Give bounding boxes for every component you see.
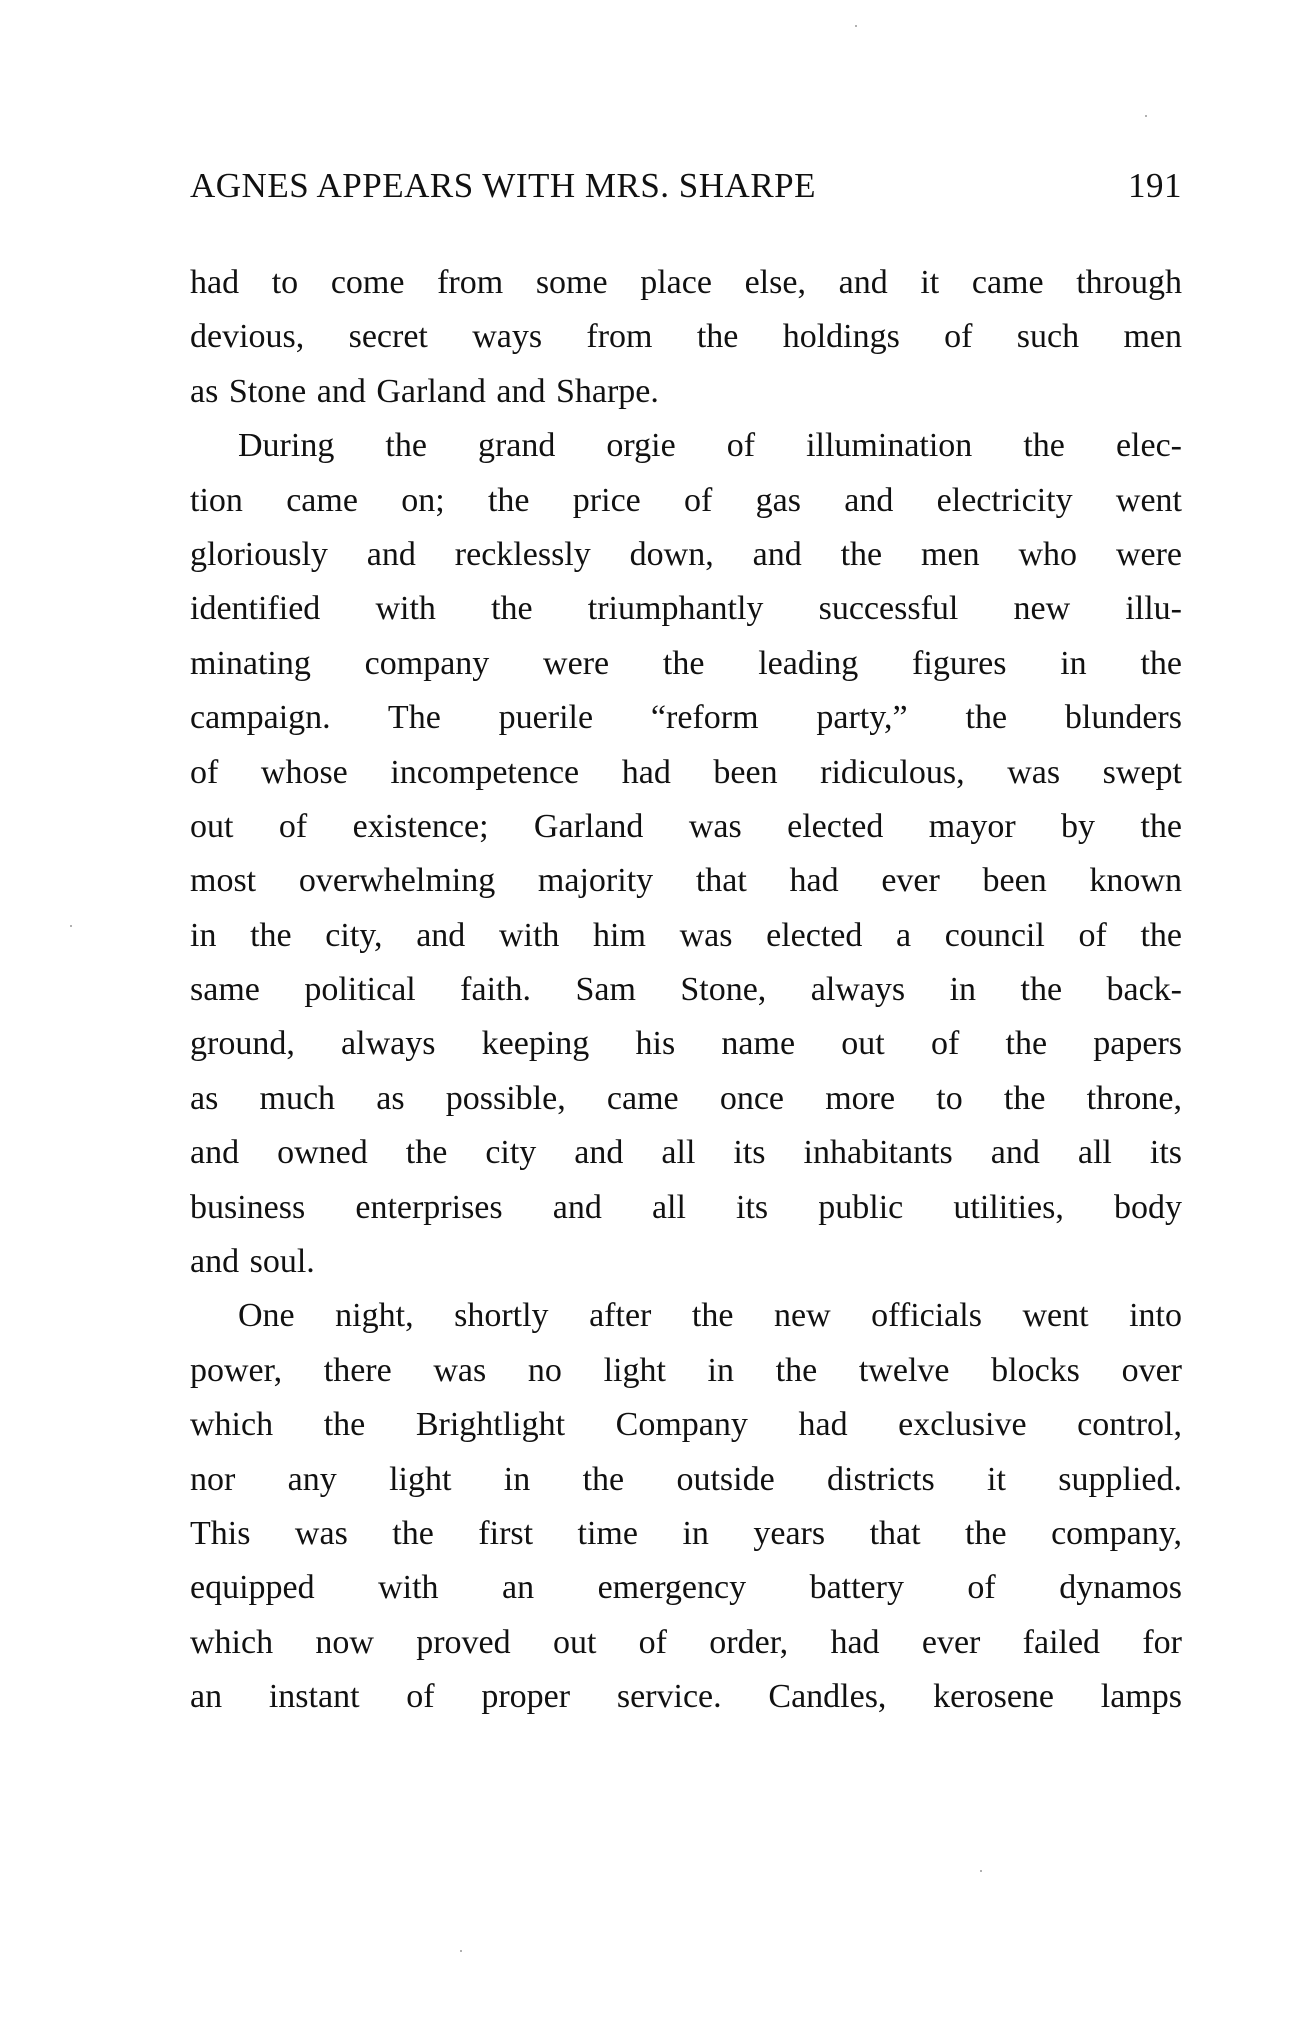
text-line: same political faith. Sam Stone, always in the back- — [190, 971, 1182, 1009]
scan-speck — [980, 1870, 982, 1872]
text-line: and owned the city and all its inhabitants and all its — [190, 1134, 1182, 1172]
text-line: One night, shortly after the new officials went into — [238, 1297, 1182, 1335]
text-line: devious, secret ways from the holdings of such men — [190, 318, 1182, 356]
text-line: of whose incompetence had been ridiculous, was swept — [190, 753, 1182, 791]
scan-speck — [855, 25, 857, 27]
text-line: ground, always keeping his name out of the papers — [190, 1025, 1182, 1063]
text-line: business enterprises and all its public utilities, body — [190, 1188, 1182, 1226]
text-line: nor any light in the outside districts it supplied. — [190, 1460, 1182, 1498]
text-line: During the grand orgie of illumination the elec- — [238, 427, 1182, 465]
text-line: This was the first time in years that the company, — [190, 1514, 1182, 1552]
text-line: tion came on; the price of gas and electricity went — [190, 481, 1182, 519]
scan-speck — [70, 925, 72, 927]
text-line: equipped with an emergency battery of dynamos — [190, 1569, 1182, 1607]
text-line: minating company were the leading figures in the — [190, 644, 1182, 682]
scan-speck — [1145, 115, 1147, 117]
running-header — [190, 166, 1182, 206]
text-line: identified with the triumphantly successful new illu- — [190, 590, 1182, 628]
text-line: as much as possible, came once more to the throne, — [190, 1079, 1182, 1117]
text-line: power, there was no light in the twelve blocks over — [190, 1351, 1182, 1389]
text-line: an instant of proper service. Candles, kerosene lamps — [190, 1678, 1182, 1716]
text-line: campaign. The puerile “reform party,” the blunders — [190, 699, 1182, 737]
page-body — [190, 256, 1182, 1725]
text-line: in the city, and with him was elected a council of the — [190, 916, 1182, 954]
text-line: which the Brightlight Company had exclusive control, — [190, 1406, 1182, 1444]
text-line: which now proved out of order, had ever failed for — [190, 1623, 1182, 1661]
text-line: out of existence; Garland was elected mayor by the — [190, 807, 1182, 845]
text-line: as Stone and Garland and Sharpe. — [190, 372, 659, 410]
scan-speck — [460, 1950, 462, 1952]
running-title: AGNES APPEARS WITH MRS. SHARPE — [190, 166, 817, 205]
text-line: had to come from some place else, and it came through — [190, 264, 1182, 301]
text-line: and soul. — [190, 1243, 315, 1281]
page-number: 191 — [1128, 166, 1182, 205]
text-line: gloriously and recklessly down, and the men who were — [190, 535, 1182, 573]
text-line: most overwhelming majority that had ever been known — [190, 862, 1182, 900]
